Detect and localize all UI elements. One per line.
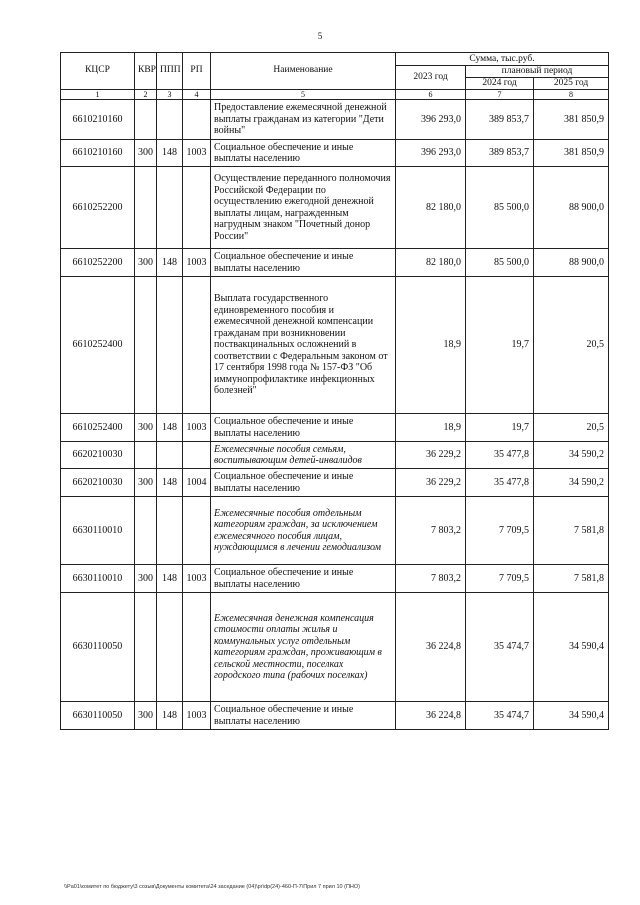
cell-name: Ежемесячные пособия семьям, воспитывающим детей-инвалидов <box>211 442 396 469</box>
footer-file-path: \\Pa01\комитет по бюджету\3 созыв\Документы комитета\24 заседание (04)\pr\dp(24)-460-П-7\Прил 7 прил 10 (ПНО) <box>64 884 360 890</box>
col-number: 6 <box>396 89 466 99</box>
cell-kvr <box>135 497 157 565</box>
cell-kcsr: 6620210030 <box>61 469 135 497</box>
cell-ppp: 148 <box>157 249 183 277</box>
col-number: 7 <box>466 89 534 99</box>
cell-2023: 36 229,2 <box>396 469 466 497</box>
header-plan: плановый период <box>466 66 609 78</box>
col-number: 1 <box>61 89 135 99</box>
header-rp: РП <box>183 53 211 90</box>
table-row <box>61 140 609 167</box>
cell-2025: 34 590,4 <box>534 593 609 702</box>
cell-2023: 396 293,0 <box>396 140 466 167</box>
cell-2025: 381 850,9 <box>534 100 609 140</box>
cell-2024: 35 477,8 <box>466 442 534 469</box>
cell-ppp <box>157 167 183 249</box>
cell-kvr <box>135 100 157 140</box>
cell-rp: 1003 <box>183 565 211 593</box>
cell-ppp <box>157 442 183 469</box>
cell-2023: 7 803,2 <box>396 565 466 593</box>
cell-rp <box>183 100 211 140</box>
cell-2024: 85 500,0 <box>466 167 534 249</box>
cell-rp: 1003 <box>183 414 211 442</box>
cell-ppp <box>157 497 183 565</box>
cell-kvr: 300 <box>135 469 157 497</box>
cell-2025: 7 581,8 <box>534 497 609 565</box>
table-row <box>61 249 609 277</box>
header-2023: 2023 год <box>396 66 466 90</box>
cell-2025: 88 900,0 <box>534 167 609 249</box>
cell-2024: 35 477,8 <box>466 469 534 497</box>
cell-name: Ежемесячная денежная компенсация стоимости оплаты жилья и коммунальных услуг отдельным категориям граждан, проживающим в сельской местности, поселках городского типа (рабочих поселках) <box>211 593 396 702</box>
col-number: 3 <box>157 89 183 99</box>
cell-kvr: 300 <box>135 702 157 730</box>
cell-2024: 19,7 <box>466 277 534 414</box>
cell-2024: 35 474,7 <box>466 593 534 702</box>
cell-ppp: 148 <box>157 565 183 593</box>
table-row <box>61 702 609 730</box>
header-2025: 2025 год <box>534 77 609 89</box>
cell-2025: 34 590,2 <box>534 469 609 497</box>
budget-table <box>60 52 609 730</box>
cell-kcsr: 6630110010 <box>61 497 135 565</box>
cell-name: Выплата государственного единовременного пособия и ежемесячной денежной компенсации гражданам при возникновении поствакцинальных осложнений в соответствии с Федеральным законом от 17 сентября 1998 года № 157-ФЗ "Об иммунопрофилактике инфекционных болезней" <box>211 277 396 414</box>
table-row <box>61 442 609 469</box>
table-row <box>61 167 609 249</box>
cell-ppp: 148 <box>157 140 183 167</box>
cell-kcsr: 6630110050 <box>61 593 135 702</box>
cell-2025: 34 590,4 <box>534 702 609 730</box>
cell-kvr <box>135 593 157 702</box>
cell-rp <box>183 593 211 702</box>
col-number: 4 <box>183 89 211 99</box>
cell-2023: 36 229,2 <box>396 442 466 469</box>
cell-rp: 1003 <box>183 702 211 730</box>
cell-ppp <box>157 277 183 414</box>
cell-2025: 88 900,0 <box>534 249 609 277</box>
cell-rp: 1003 <box>183 249 211 277</box>
cell-2025: 20,5 <box>534 414 609 442</box>
table-row <box>61 593 609 702</box>
cell-kvr: 300 <box>135 414 157 442</box>
cell-2024: 35 474,7 <box>466 702 534 730</box>
cell-ppp <box>157 100 183 140</box>
cell-2024: 7 709,5 <box>466 565 534 593</box>
cell-rp: 1003 <box>183 140 211 167</box>
cell-name: Социальное обеспечение и иные выплаты населению <box>211 249 396 277</box>
cell-name: Осуществление переданного полномочия Российской Федерации по осуществлению ежегодной денежной выплаты лицам, награжденным нагрудным знаком "Почетный донор России" <box>211 167 396 249</box>
cell-2025: 7 581,8 <box>534 565 609 593</box>
cell-name: Социальное обеспечение и иные выплаты населению <box>211 565 396 593</box>
table-row <box>61 565 609 593</box>
cell-kcsr: 6620210030 <box>61 442 135 469</box>
header-ppp: ППП <box>157 53 183 90</box>
table-row <box>61 497 609 565</box>
cell-2023: 36 224,8 <box>396 702 466 730</box>
cell-kvr <box>135 167 157 249</box>
cell-name: Ежемесячные пособия отдельным категориям граждан, за исключением ежемесячного пособия лицам, нуждающимся в лечении гемодиализом <box>211 497 396 565</box>
cell-rp <box>183 497 211 565</box>
cell-kvr: 300 <box>135 140 157 167</box>
cell-2023: 36 224,8 <box>396 593 466 702</box>
cell-2025: 20,5 <box>534 277 609 414</box>
cell-name: Социальное обеспечение и иные выплаты населению <box>211 414 396 442</box>
header-kcsr: КЦСР <box>61 53 135 90</box>
cell-kcsr: 6610252400 <box>61 414 135 442</box>
cell-rp <box>183 442 211 469</box>
header-name: Наименование <box>211 53 396 90</box>
cell-2023: 82 180,0 <box>396 249 466 277</box>
cell-rp <box>183 277 211 414</box>
cell-name: Предоставление ежемесячной денежной выплаты гражданам из категории "Дети войны" <box>211 100 396 140</box>
cell-2023: 7 803,2 <box>396 497 466 565</box>
cell-2023: 396 293,0 <box>396 100 466 140</box>
cell-kcsr: 6610252400 <box>61 277 135 414</box>
cell-rp: 1004 <box>183 469 211 497</box>
cell-2023: 18,9 <box>396 277 466 414</box>
header-2024: 2024 год <box>466 77 534 89</box>
cell-2023: 18,9 <box>396 414 466 442</box>
cell-kcsr: 6630110050 <box>61 702 135 730</box>
col-number: 2 <box>135 89 157 99</box>
cell-kcsr: 6610252200 <box>61 167 135 249</box>
cell-ppp: 148 <box>157 414 183 442</box>
cell-kvr: 300 <box>135 249 157 277</box>
cell-name: Социальное обеспечение и иные выплаты населению <box>211 702 396 730</box>
cell-kcsr: 6610210160 <box>61 100 135 140</box>
table-row <box>61 469 609 497</box>
cell-kcsr: 6610252200 <box>61 249 135 277</box>
cell-2024: 7 709,5 <box>466 497 534 565</box>
cell-2024: 19,7 <box>466 414 534 442</box>
column-number-row <box>61 89 609 99</box>
header-sum: Сумма, тыс.руб. <box>396 53 609 66</box>
cell-rp <box>183 167 211 249</box>
table-row <box>61 100 609 140</box>
cell-2025: 34 590,2 <box>534 442 609 469</box>
cell-kvr: 300 <box>135 565 157 593</box>
cell-kvr <box>135 277 157 414</box>
cell-kcsr: 6630110010 <box>61 565 135 593</box>
cell-kcsr: 6610210160 <box>61 140 135 167</box>
cell-ppp <box>157 593 183 702</box>
cell-2023: 82 180,0 <box>396 167 466 249</box>
cell-2025: 381 850,9 <box>534 140 609 167</box>
col-number: 8 <box>534 89 609 99</box>
cell-name: Социальное обеспечение и иные выплаты населению <box>211 469 396 497</box>
cell-name: Социальное обеспечение и иные выплаты населению <box>211 140 396 167</box>
cell-2024: 389 853,7 <box>466 140 534 167</box>
page-number: 5 <box>317 31 323 41</box>
cell-ppp: 148 <box>157 469 183 497</box>
cell-2024: 85 500,0 <box>466 249 534 277</box>
table-row <box>61 414 609 442</box>
cell-2024: 389 853,7 <box>466 100 534 140</box>
cell-kvr <box>135 442 157 469</box>
col-number: 5 <box>211 89 396 99</box>
cell-ppp: 148 <box>157 702 183 730</box>
table-row <box>61 277 609 414</box>
header-kvr: КВР <box>135 53 157 90</box>
